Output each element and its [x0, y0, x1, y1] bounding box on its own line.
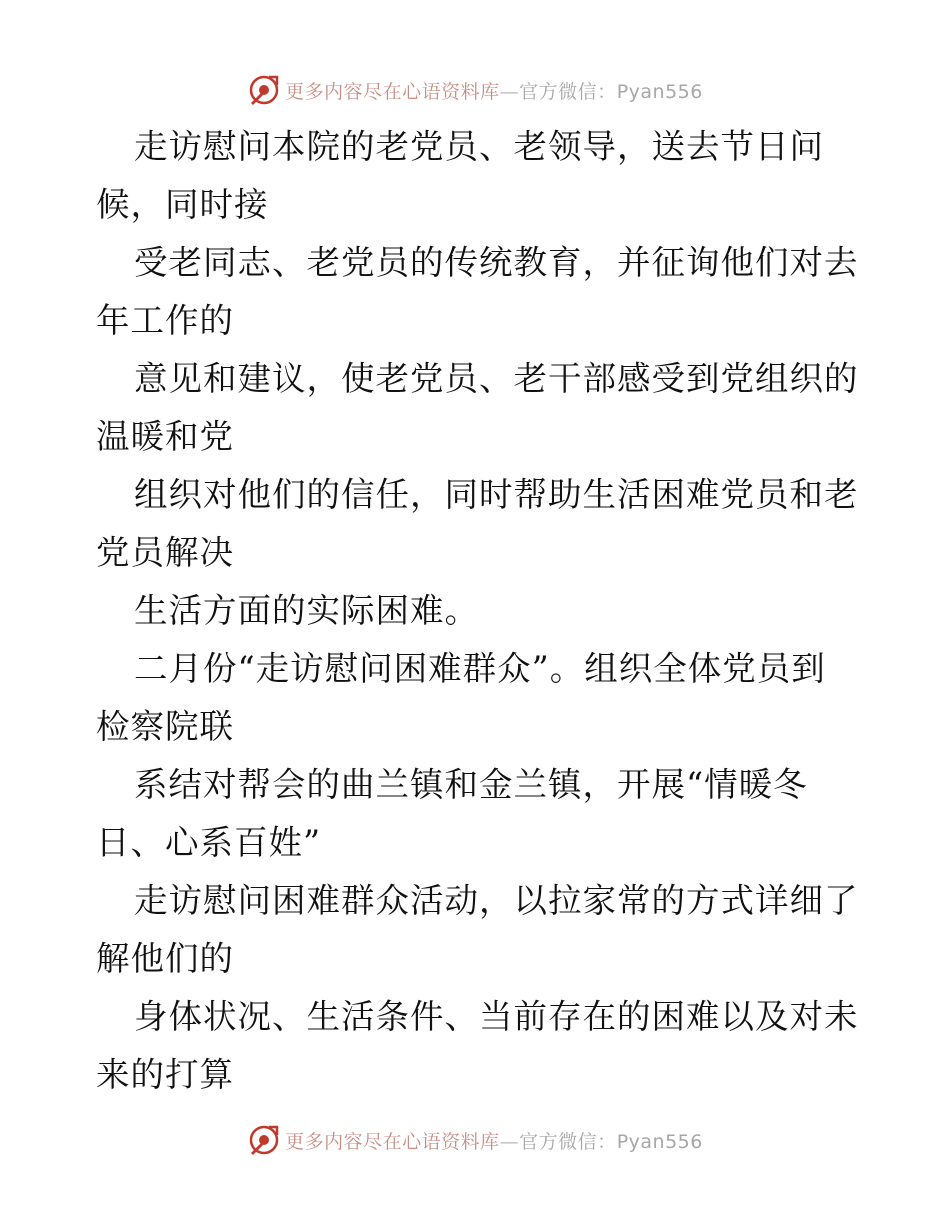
document-line: 日、心系百姓” — [96, 823, 322, 862]
document-line: 候，同时接 — [96, 185, 269, 224]
document-line: 走访慰问困难群众活动，以拉家常的方式详细了 — [134, 881, 859, 920]
document-line: 解他们的 — [96, 939, 234, 978]
document-line: 生活方面的实际困难。 — [134, 591, 479, 630]
watermark-brand: 更多内容尽在心语资料库 — [285, 80, 500, 103]
watermark-separator: — — [499, 80, 520, 103]
watermark-brand: 更多内容尽在心语资料库 — [285, 1130, 500, 1153]
document-line: 走访慰问本院的老党员、老领导，送去节日问 — [134, 127, 824, 166]
document-line: 党员解决 — [96, 533, 234, 572]
watermark-text — [285, 77, 703, 104]
watermark-text — [285, 1127, 703, 1154]
footer-watermark — [0, 1120, 950, 1160]
watermark-wechat-id: Pyan556 — [616, 1130, 703, 1153]
document-line: 年工作的 — [96, 301, 234, 340]
watermark-wechat-id: Pyan556 — [616, 80, 703, 103]
watermark-official-label: 官方微信： — [519, 80, 617, 103]
header-watermark — [0, 70, 950, 110]
document-body — [96, 118, 876, 1104]
document-line: 系结对帮会的曲兰镇和金兰镇，开展“情暖冬 — [134, 765, 808, 804]
pen-circle-logo-icon — [247, 1123, 281, 1157]
document-line: 组织对他们的信任，同时帮助生活困难党员和老 — [134, 475, 859, 514]
document-line: 身体状况、生活条件、当前存在的困难以及对未 — [134, 997, 859, 1036]
document-line: 意见和建议，使老党员、老干部感受到党组织的 — [134, 359, 859, 398]
document-line: 温暖和党 — [96, 417, 234, 456]
watermark-separator: — — [499, 1130, 520, 1153]
document-line: 检察院联 — [96, 707, 234, 746]
watermark-official-label: 官方微信： — [519, 1130, 617, 1153]
pen-circle-logo-icon — [247, 73, 281, 107]
document-line: 来的打算 — [96, 1055, 234, 1094]
document-line: 二月份“走访慰问困难群众”。组织全体党员到 — [134, 649, 826, 688]
document-line: 受老同志、老党员的传统教育，并征询他们对去 — [134, 243, 859, 282]
